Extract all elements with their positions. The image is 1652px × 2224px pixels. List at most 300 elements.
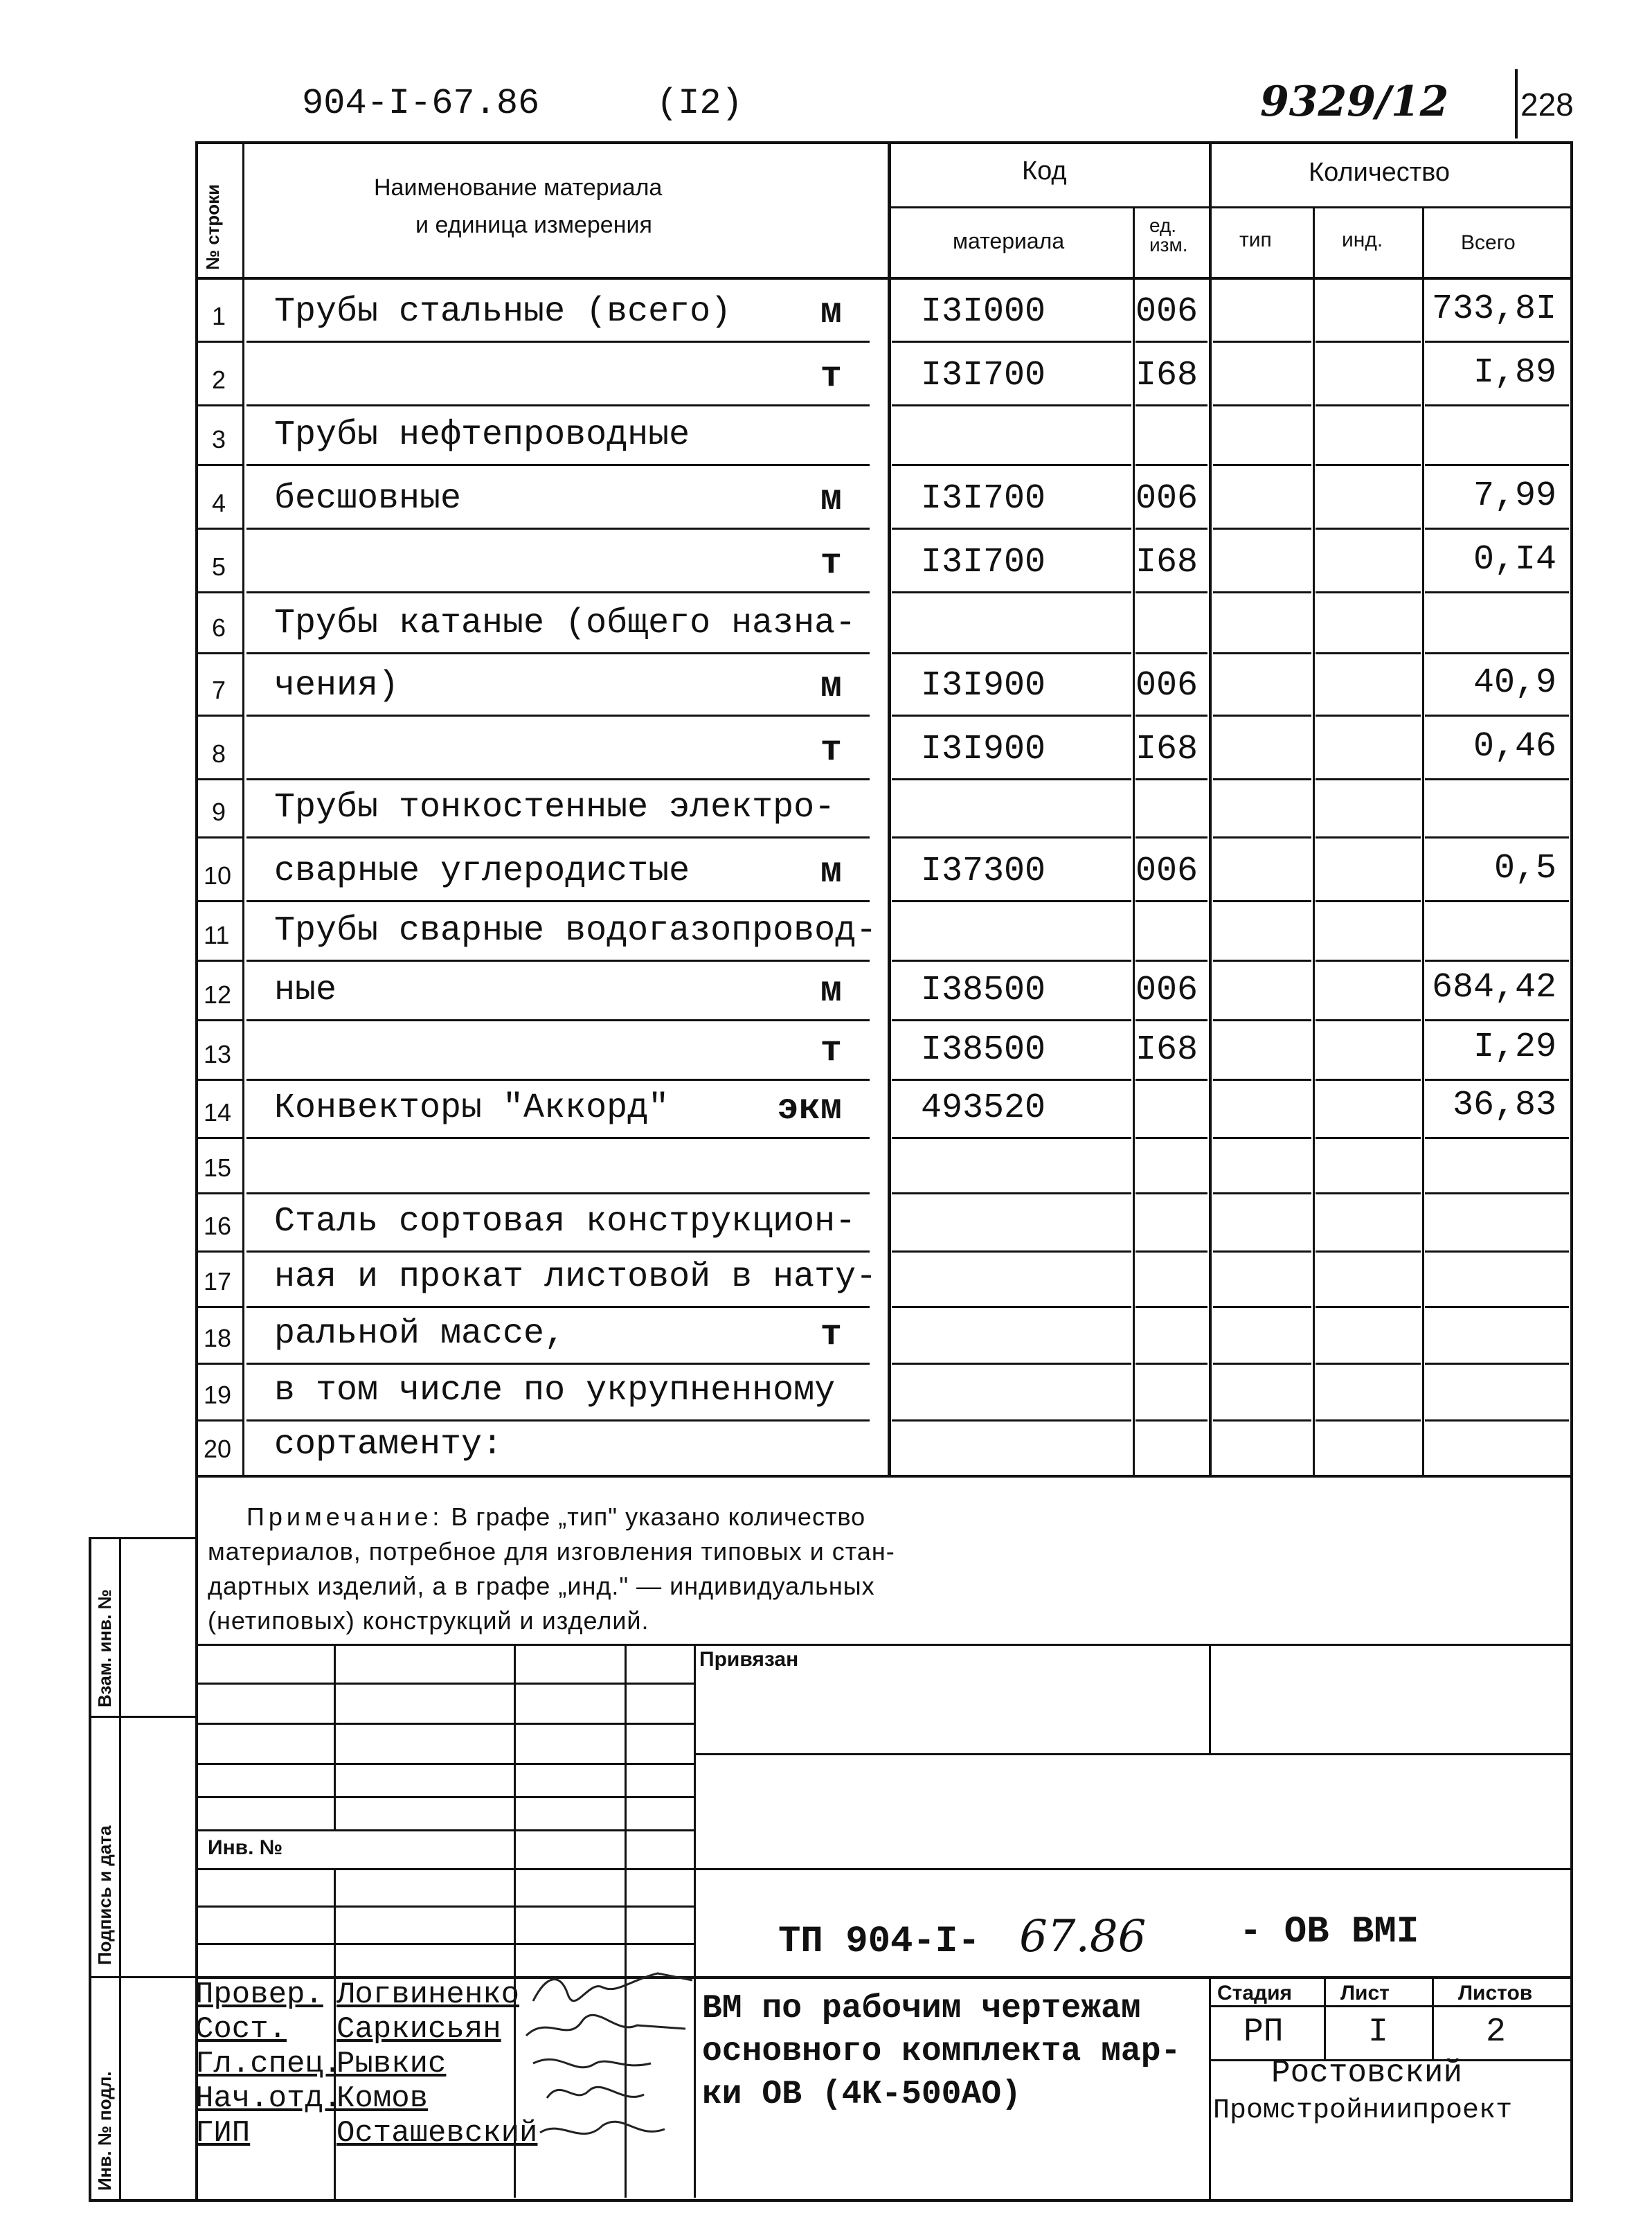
row-divider — [198, 341, 242, 343]
sheet-label: Лист — [1340, 1982, 1390, 2005]
grid-h2 — [197, 1723, 695, 1725]
row-material-code: I3I700 — [921, 543, 1046, 582]
note-block — [208, 1500, 895, 1638]
row-divider — [1316, 900, 1421, 902]
document-title-line2: основного комплекта мар- — [702, 2033, 1181, 2070]
row-divider — [1425, 960, 1569, 962]
row-divider — [1213, 778, 1311, 780]
side-label-vzam: Взам. инв. № — [94, 1589, 115, 1707]
note-line4: (нетиповых) конструкций и изделий. — [208, 1606, 649, 1635]
row-unit-code: 006 — [1135, 292, 1198, 332]
row-unit: т — [820, 356, 842, 397]
row-total: 0,46 — [1473, 727, 1556, 766]
row-unit: т — [820, 1314, 842, 1355]
row-unit: м — [820, 852, 842, 893]
grid-h1 — [197, 1683, 695, 1685]
row-divider — [1135, 652, 1207, 654]
side-strip-top — [89, 1537, 195, 1539]
grid-sheets-sep — [1432, 1976, 1434, 2059]
row-material-code: I3I900 — [921, 730, 1046, 769]
row-number: 6 — [212, 613, 226, 642]
row-divider — [246, 1306, 870, 1308]
row-divider — [198, 960, 242, 962]
row-number: 9 — [212, 798, 226, 826]
row-divider — [1213, 1306, 1311, 1308]
row-divider — [1316, 1019, 1421, 1021]
row-divider — [246, 900, 870, 902]
row-name: ральной массе, — [274, 1314, 566, 1354]
row-divider — [1425, 652, 1569, 654]
row-divider — [1135, 836, 1207, 839]
row-number: 4 — [212, 489, 226, 517]
row-unit: т — [820, 543, 842, 584]
row-number: 5 — [212, 553, 226, 581]
note-line1 — [246, 1500, 895, 1534]
row-divider — [1213, 1019, 1311, 1021]
grid-h7 — [197, 1905, 695, 1908]
row-name: Трубы нефтепроводные — [274, 415, 690, 455]
row-material-code: I3I900 — [921, 666, 1046, 706]
row-divider — [1425, 1137, 1569, 1139]
row-divider — [198, 1250, 242, 1253]
row-divider — [1135, 1306, 1207, 1308]
row-divider — [892, 960, 1131, 962]
type-ind-separator — [1313, 208, 1315, 1475]
row-divider — [1135, 1019, 1207, 1021]
row-unit-code: 006 — [1135, 666, 1198, 706]
document-title-line1: ВМ по рабочим чертежам — [702, 1990, 1141, 2027]
row-divider — [198, 652, 242, 654]
row-divider — [1213, 404, 1311, 406]
header-bottom-line — [195, 277, 1573, 280]
row-divider — [1316, 652, 1421, 654]
row-divider — [1316, 960, 1421, 962]
row-divider — [246, 341, 870, 343]
col-code-material-header: материала — [953, 228, 1065, 253]
row-divider — [1316, 1137, 1421, 1139]
row-name: Конвекторы "Аккорд" — [274, 1088, 670, 1128]
sheets-value: 2 — [1486, 2014, 1506, 2051]
privyazan-label: Привязан — [699, 1648, 799, 1671]
sheet-code: (I2) — [656, 83, 743, 124]
row-divider — [1135, 715, 1207, 717]
row-divider — [246, 1019, 870, 1021]
row-divider — [1213, 1250, 1311, 1253]
row-name: в том числе по укрупненному — [274, 1371, 836, 1410]
stamp-bottom — [195, 2199, 1573, 2202]
row-divider — [1135, 960, 1207, 962]
note-label: Примечание: — [246, 1503, 444, 1531]
row-unit: экм — [777, 1088, 842, 1129]
row-divider — [1213, 528, 1311, 530]
row-unit-code: I68 — [1135, 1030, 1198, 1070]
row-total: 0,I4 — [1473, 540, 1556, 580]
row-total: I,29 — [1473, 1028, 1556, 1067]
row-divider — [1135, 1137, 1207, 1139]
row-number: 19 — [204, 1381, 232, 1409]
staff-name: Саркисьян — [336, 2012, 501, 2047]
row-unit-code: 006 — [1135, 479, 1198, 519]
row-total: 7,99 — [1473, 476, 1556, 516]
row-divider — [1316, 1306, 1421, 1308]
row-name: ные — [274, 971, 337, 1010]
side-strip-div1 — [89, 1716, 195, 1718]
staff-name: Осташевский — [336, 2116, 538, 2151]
row-divider — [1213, 464, 1311, 466]
row-divider — [1316, 1079, 1421, 1081]
row-number: 11 — [204, 921, 230, 949]
signature-scribbles — [519, 1960, 699, 2195]
row-unit: м — [820, 971, 842, 1012]
table-top-border — [195, 141, 1573, 144]
grid-v2 — [514, 1644, 516, 2198]
row-divider — [1316, 1419, 1421, 1422]
page-number: 228 — [1520, 87, 1574, 123]
row-divider — [246, 1137, 870, 1139]
row-divider — [1425, 341, 1569, 343]
row-divider — [1316, 1363, 1421, 1365]
row-divider — [892, 1306, 1131, 1308]
code-unit-separator — [1133, 208, 1135, 1475]
row-number: 18 — [204, 1324, 232, 1352]
row-unit-code: 006 — [1135, 852, 1198, 891]
row-divider — [1316, 1192, 1421, 1194]
row-divider — [1316, 528, 1421, 530]
grid-stage-h — [1209, 2005, 1572, 2007]
table-bottom-border — [195, 1475, 1573, 1478]
row-divider — [1213, 652, 1311, 654]
stamp-top — [195, 1644, 1573, 1646]
row-divider — [892, 1192, 1131, 1194]
row-divider — [246, 1079, 870, 1081]
note-text1: В графе „тип" указано количество — [451, 1503, 866, 1531]
row-divider — [198, 591, 242, 593]
row-material-code: I3I000 — [921, 292, 1046, 332]
row-divider — [1213, 960, 1311, 962]
subheader-line — [889, 206, 1572, 208]
row-divider — [1425, 404, 1569, 406]
row-divider — [892, 1019, 1131, 1021]
signatures — [519, 1960, 699, 2198]
row-name: Трубы тонкостенные электро- — [274, 788, 836, 827]
row-divider — [198, 1192, 242, 1194]
row-number: 2 — [212, 366, 226, 394]
row-name: сортаменту: — [274, 1425, 503, 1464]
row-divider — [1425, 591, 1569, 593]
col-code-header: Код — [1022, 156, 1067, 186]
archive-number: 9329/12 — [1260, 78, 1449, 126]
staff-role: Гл.спец. — [195, 2047, 342, 2081]
row-material-code: I37300 — [921, 852, 1046, 891]
row-divider — [1316, 836, 1421, 839]
col-qty-ind-header: инд. — [1342, 228, 1383, 251]
row-divider — [246, 960, 870, 962]
row-unit-code: I68 — [1135, 730, 1198, 769]
row-divider — [246, 1192, 870, 1194]
row-divider — [1135, 1192, 1207, 1194]
row-divider — [1316, 464, 1421, 466]
col-qty-total-header: Всего — [1461, 231, 1516, 254]
row-total: 40,9 — [1473, 663, 1556, 703]
row-divider — [892, 900, 1131, 902]
designation-suffix: - ОВ ВМI — [1239, 1911, 1419, 1953]
grid-privyazan-sep — [1209, 1644, 1211, 1753]
row-divider — [1425, 1250, 1569, 1253]
row-divider — [1213, 1192, 1311, 1194]
row-total: 0,5 — [1493, 849, 1556, 888]
row-number: 16 — [204, 1212, 232, 1240]
row-divider — [198, 464, 242, 466]
row-divider — [1135, 404, 1207, 406]
row-number: 8 — [212, 739, 226, 768]
row-divider — [1425, 778, 1569, 780]
org-line2: Промстройниипроект — [1213, 2095, 1513, 2126]
row-number: 20 — [204, 1435, 232, 1463]
grid-h3 — [197, 1763, 695, 1765]
row-number: 7 — [212, 676, 226, 704]
row-unit: т — [820, 1030, 842, 1071]
side-label-podpis: Подпись и дата — [94, 1825, 115, 1965]
row-divider — [1213, 836, 1311, 839]
row-divider — [246, 778, 870, 780]
row-divider — [1135, 464, 1207, 466]
row-name: Трубы сварные водогазопровод- — [274, 911, 877, 951]
row-divider — [246, 464, 870, 466]
row-unit: т — [820, 730, 842, 771]
row-unit: м — [820, 479, 842, 520]
row-material-code: I38500 — [921, 1030, 1046, 1070]
row-divider — [246, 1250, 870, 1253]
row-divider — [246, 652, 870, 654]
row-material-code: I3I700 — [921, 479, 1046, 519]
row-divider — [892, 836, 1131, 839]
col-qty-type-header: тип — [1239, 228, 1272, 251]
row-divider — [198, 1137, 242, 1139]
row-total: I,89 — [1473, 353, 1556, 393]
doc-number: 904-I-67.86 — [302, 83, 540, 124]
staff-role: ГИП — [195, 2116, 251, 2151]
col-code-unit-line2: изм. — [1149, 234, 1188, 255]
row-divider — [1316, 778, 1421, 780]
col-row-no-header: № строки — [202, 183, 223, 270]
staff-role: Нач.отд. — [195, 2081, 342, 2116]
row-divider — [1213, 715, 1311, 717]
row-divider — [1213, 341, 1311, 343]
row-name: Трубы стальные (всего) — [274, 292, 732, 332]
row-divider — [1135, 1419, 1207, 1422]
doc-number-prefix — [302, 83, 539, 124]
grid-h5 — [197, 1829, 695, 1831]
row-divider — [246, 404, 870, 406]
staff-name: Логвиненко — [336, 1978, 520, 2012]
stamp-right — [1570, 1475, 1573, 2202]
row-divider — [198, 1019, 242, 1021]
row-material-code: I3I700 — [921, 356, 1046, 395]
row-number: 10 — [204, 861, 232, 890]
row-divider — [1135, 778, 1207, 780]
grid-h6 — [197, 1868, 1572, 1870]
row-divider — [1213, 900, 1311, 902]
grid-sheet-sep — [1324, 1976, 1326, 2059]
row-divider — [246, 1363, 870, 1365]
row-divider — [892, 1137, 1131, 1139]
row-divider — [1425, 900, 1569, 902]
row-divider — [1425, 1363, 1569, 1365]
designation-prefix: ТП 904-I- — [778, 1921, 980, 1963]
row-total: 733,8I — [1431, 289, 1556, 329]
row-divider — [892, 464, 1131, 466]
row-number: 15 — [204, 1154, 232, 1182]
row-number: 13 — [204, 1040, 232, 1068]
grid-v1b — [334, 1869, 336, 2199]
col-code-unit-header — [1149, 216, 1188, 255]
row-divider — [1135, 341, 1207, 343]
document-title-line3: ки ОВ (4К-500АО) — [702, 2076, 1021, 2113]
row-divider — [1213, 1079, 1311, 1081]
row-divider — [892, 404, 1131, 406]
row-divider — [198, 1306, 242, 1308]
grid-stage-sep — [1209, 1976, 1211, 2202]
row-unit: м — [820, 292, 842, 333]
row-unit-code: I68 — [1135, 543, 1198, 582]
row-total: 684,42 — [1431, 968, 1556, 1007]
row-divider — [892, 778, 1131, 780]
designation — [778, 1911, 1146, 1963]
document-title — [702, 1987, 1180, 2116]
row-divider — [1213, 1137, 1311, 1139]
side-strip-left — [89, 1537, 91, 2202]
designation-hand: 67.86 — [1019, 1911, 1147, 1962]
org-line1: Ростовский — [1271, 2055, 1463, 2091]
col-name-header-line2: и единица измерения — [415, 212, 652, 238]
sheets-label: Листов — [1458, 1982, 1533, 2005]
row-divider — [1425, 1079, 1569, 1081]
row-divider — [1425, 836, 1569, 839]
row-divider — [1135, 591, 1207, 593]
row-name: бесшовные — [274, 479, 462, 519]
note-line3: дартных изделий, а в графе „инд." — индивидуальных — [208, 1572, 875, 1600]
row-divider — [1316, 341, 1421, 343]
row-divider — [1425, 528, 1569, 530]
sheet-value: I — [1368, 2014, 1388, 2051]
row-divider — [198, 900, 242, 902]
row-divider — [1135, 1250, 1207, 1253]
row-divider — [1316, 1250, 1421, 1253]
row-total: 36,83 — [1452, 1086, 1556, 1125]
row-divider — [1425, 1019, 1569, 1021]
grid-h4 — [197, 1796, 695, 1798]
row-divider — [1425, 1192, 1569, 1194]
row-divider — [892, 1363, 1131, 1365]
row-divider — [198, 1363, 242, 1365]
row-divider — [1213, 1363, 1311, 1365]
ind-total-separator — [1422, 208, 1424, 1475]
row-divider — [1425, 1419, 1569, 1422]
row-divider — [892, 341, 1131, 343]
row-divider — [1135, 1079, 1207, 1081]
inv-no-label: Инв. № — [208, 1836, 283, 1859]
row-divider — [246, 715, 870, 717]
staff-role: Сост. — [195, 2012, 287, 2047]
side-strip-bottom — [89, 2199, 195, 2202]
grid-privyazan-bottom — [695, 1753, 1572, 1755]
row-divider — [246, 528, 870, 530]
row-divider — [892, 1250, 1131, 1253]
row-number: 12 — [204, 980, 232, 1009]
code-qty-separator — [1209, 141, 1212, 1475]
row-name: ная и прокат листовой в нату- — [274, 1257, 877, 1297]
row-divider — [198, 836, 242, 839]
row-divider — [1213, 1419, 1311, 1422]
row-divider — [1425, 1306, 1569, 1308]
row-unit: м — [820, 666, 842, 707]
row-divider — [1316, 715, 1421, 717]
rownum-separator — [242, 141, 244, 1475]
row-divider — [246, 836, 870, 839]
side-strip-div2 — [89, 1976, 195, 1978]
row-divider — [1316, 591, 1421, 593]
row-divider — [892, 1419, 1131, 1422]
row-divider — [892, 715, 1131, 717]
table-right-border — [1570, 141, 1573, 1478]
grid-v1a — [334, 1644, 336, 1831]
staff-name: Комов — [336, 2081, 429, 2116]
side-strip-inner — [119, 1537, 121, 2202]
row-divider — [892, 591, 1131, 593]
side-label-inv-podl: Инв. № подл. — [94, 2071, 115, 2191]
row-material-code: I38500 — [921, 971, 1046, 1010]
row-divider — [1135, 900, 1207, 902]
note-line2: материалов, потребное для изговления типовых и стан- — [208, 1537, 895, 1566]
row-number: 1 — [212, 302, 226, 330]
row-unit-code: I68 — [1135, 356, 1198, 395]
name-code-separator — [888, 141, 891, 1475]
row-divider — [198, 778, 242, 780]
row-divider — [1425, 464, 1569, 466]
stage-value: РП — [1244, 2014, 1284, 2051]
row-name: сварные углеродистые — [274, 852, 690, 891]
row-divider — [892, 528, 1131, 530]
row-divider — [1135, 1363, 1207, 1365]
col-name-header-line1: Наименование материала — [374, 174, 663, 201]
row-unit-code: 006 — [1135, 971, 1198, 1010]
row-divider — [1316, 404, 1421, 406]
row-divider — [1213, 591, 1311, 593]
col-code-unit-line1: ед. — [1149, 215, 1177, 236]
row-divider — [246, 1419, 870, 1422]
row-divider — [198, 1079, 242, 1081]
row-material-code: 493520 — [921, 1088, 1046, 1128]
row-number: 14 — [204, 1098, 232, 1127]
row-divider — [198, 404, 242, 406]
row-divider — [1425, 715, 1569, 717]
row-name: чения) — [274, 666, 399, 706]
staff-role: Провер. — [195, 1978, 323, 2012]
row-divider — [198, 1419, 242, 1422]
grid-h8 — [197, 1943, 695, 1945]
stage-label: Стадия — [1217, 1982, 1293, 2005]
row-number: 17 — [204, 1267, 232, 1295]
page-number-divider — [1515, 69, 1518, 138]
staff-name: Рывкис — [336, 2047, 447, 2081]
row-divider — [1135, 528, 1207, 530]
col-quantity-header: Количество — [1309, 158, 1451, 187]
row-divider — [892, 652, 1131, 654]
row-name: Трубы катаные (общего назна- — [274, 604, 856, 643]
row-number: 3 — [212, 425, 226, 454]
row-divider — [246, 591, 870, 593]
row-divider — [198, 528, 242, 530]
